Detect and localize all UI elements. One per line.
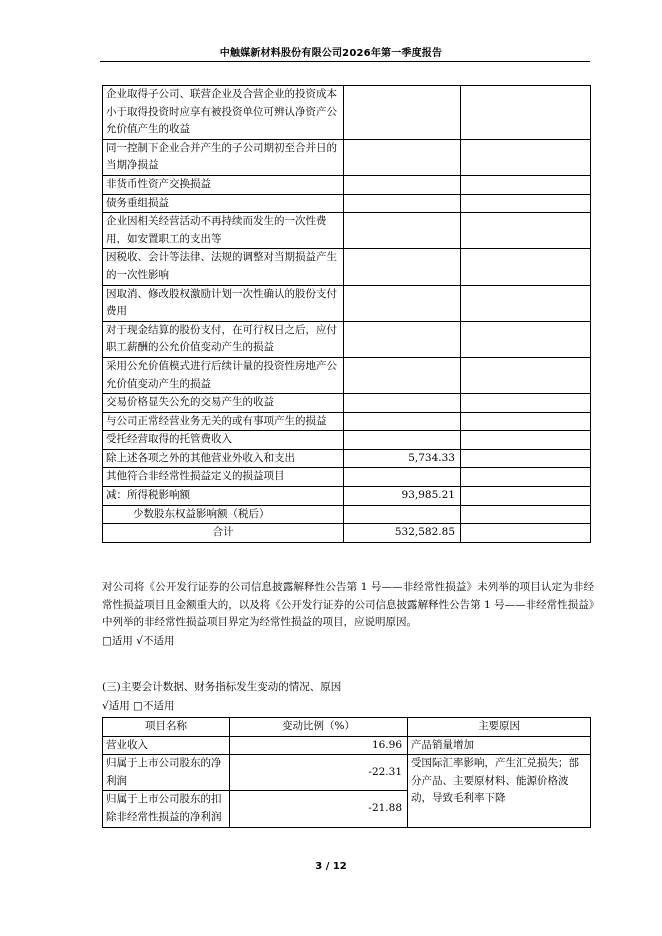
item-cell: 交易价格显失公允的交易产生的收益 [103,394,344,413]
page-header-title: 中触媒新材料股份有限公司2026年第一季度报告 [219,48,443,59]
applicability-checkbox-1: □适用 √不适用 [102,635,175,647]
note-cell [461,394,591,413]
amount-cell [344,321,461,357]
item-cell: 归属于上市公司股东的扣除非经常性损益的净利润 [103,791,230,827]
item-cell: 非货币性资产交换损益 [103,175,344,194]
table-row [103,394,591,413]
table-row [103,321,591,357]
item-cell: 其他符合非经常性损益定义的损益项目 [103,468,344,487]
amount-cell [344,394,461,413]
note-cell [461,285,591,321]
amount-cell: 5,734.33 [344,449,461,468]
table-row [103,175,591,194]
table-row [103,194,591,213]
table-row [103,412,591,431]
item-cell: 采用公允价值模式进行后续计量的投资性房地产公允价值变动产生的损益 [103,357,344,393]
note-cell [461,213,591,249]
amount-cell [344,505,461,524]
note-cell [461,505,591,524]
table-row [103,449,591,468]
item-cell: 对于现金结算的股份支付，在可行权日之后，应付职工薪酬的公允价值变动产生的损益 [103,321,344,357]
note-cell [461,357,591,393]
item-cell: 营业收入 [103,736,230,755]
applicability-checkbox-2: √适用 □不适用 [102,700,175,712]
amount-cell [344,249,461,285]
col-header-reason: 主要原因 [408,718,591,737]
table-row [103,431,591,450]
note-cell [461,194,591,213]
explanation-paragraph: 对公司将《公开发行证券的公司信息披露解释性公告第 1 号——非经常性损益》未列举的项目认定为非经常性损益项目且金额重大的，以及将《公开发行证券的公司信息披露解释性公告第 1 号——非经常性损益》中列举的非经常性损益项目界定为经常性损益的项目，应说明原因。 [102,581,594,629]
item-cell: 少数股东权益影响额（税后） [103,505,344,524]
table-row [103,285,591,321]
table-row [103,86,591,140]
item-cell: 受托经营取得的托管费收入 [103,431,344,450]
amount-cell [344,86,461,140]
item-cell: 除上述各项之外的其他营业外收入和支出 [103,449,344,468]
header-divider [100,61,590,62]
note-cell [461,468,591,487]
total-amount: 532,582.85 [344,524,461,543]
total-row [103,524,591,543]
amount-cell [344,194,461,213]
table-row [103,213,591,249]
note-cell [461,487,591,506]
item-cell: 债务重组损益 [103,194,344,213]
reason-cell: 受国际汇率影响，产生汇兑损失；部分产品、主要原材料、能源价格波动，导致毛利率下降 [408,755,591,827]
note-cell [461,524,591,543]
reason-cell: 产品销量增加 [408,736,591,755]
table-row [103,736,591,755]
item-cell: 同一控制下企业合并产生的子公司期初至合并日的当期净损益 [103,139,344,175]
item-cell: 企业取得子公司、联营企业及合营企业的投资成本小于取得投资时应享有被投资单位可辨认净资产公允价值产生的收益 [103,86,344,140]
note-cell [461,139,591,175]
total-label: 合计 [103,524,344,543]
table-row [103,487,591,506]
amount-cell [344,357,461,393]
item-cell: 归属于上市公司股东的净利润 [103,755,230,791]
note-cell [461,86,591,140]
note-cell [461,412,591,431]
table-row [103,755,591,791]
item-cell: 减：所得税影响额 [103,487,344,506]
note-cell [461,175,591,194]
table-row [103,357,591,393]
ratio-cell: -21.88 [230,791,408,827]
note-cell [461,249,591,285]
amount-cell [344,213,461,249]
item-cell: 因取消、修改股权激励计划一次性确认的股份支付费用 [103,285,344,321]
note-cell [461,431,591,450]
item-cell: 因税收、会计等法律、法规的调整对当期损益产生的一次性影响 [103,249,344,285]
amount-cell [344,285,461,321]
page-number: 3 / 12 [315,861,347,872]
financial-indicator-change-table [102,717,591,828]
amount-cell [344,431,461,450]
note-cell [461,449,591,468]
amount-cell [344,139,461,175]
amount-cell [344,175,461,194]
col-header-item: 项目名称 [103,718,230,737]
table-row [103,139,591,175]
table-row [103,468,591,487]
non-recurring-gains-table [102,85,591,543]
col-header-ratio: 变动比例（%） [230,718,408,737]
section-3-title: (三)主要会计数据、财务指标发生变动的情况、原因 [102,681,342,693]
table-header-row [103,718,591,737]
amount-cell [344,412,461,431]
table-row [103,505,591,524]
ratio-cell: 16.96 [230,736,408,755]
item-cell: 企业因相关经营活动不再持续而发生的一次性费用，如安置职工的支出等 [103,213,344,249]
amount-cell [344,468,461,487]
ratio-cell: -22.31 [230,755,408,791]
amount-cell: 93,985.21 [344,487,461,506]
table-row [103,249,591,285]
item-cell: 与公司正常经营业务无关的或有事项产生的损益 [103,412,344,431]
note-cell [461,321,591,357]
